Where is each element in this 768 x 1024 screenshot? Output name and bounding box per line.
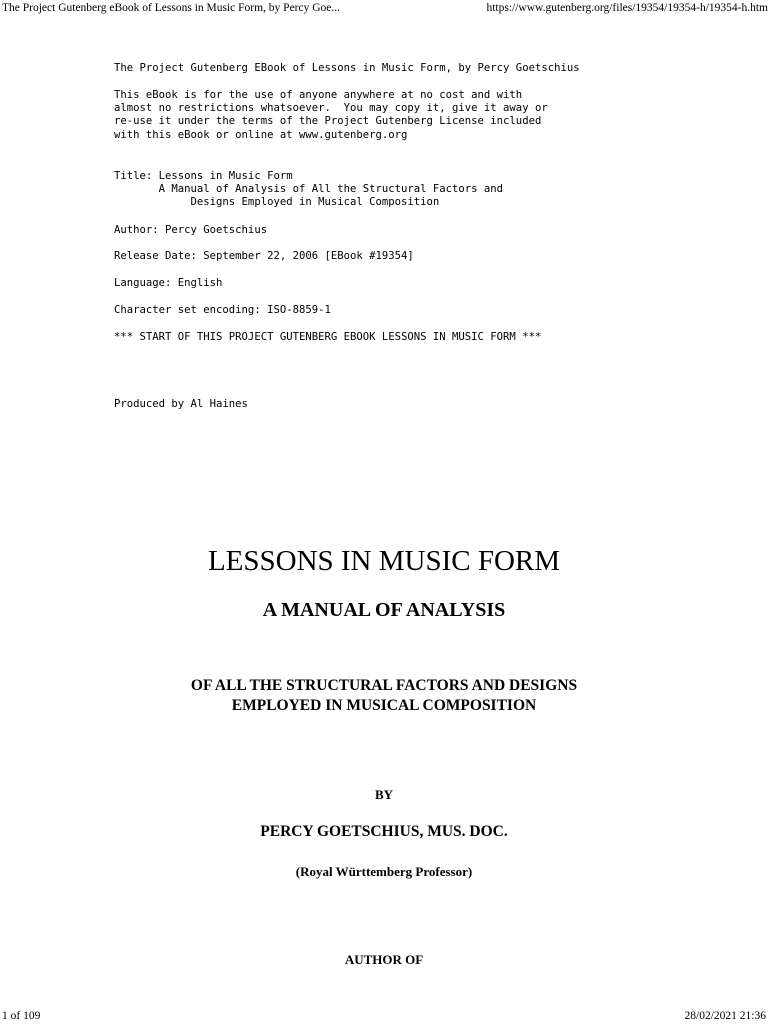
book-subtitle-2-line: OF ALL THE STRUCTURAL FACTORS AND DESIGNS [190, 677, 578, 694]
preamble-intro-line: The Project Gutenberg EBook of Lessons in Music Form, by Percy Goetschius [114, 62, 580, 74]
license-line: This eBook is for the use of anyone anywhere at no cost and with [114, 89, 523, 101]
title-line: Title: Lessons in Music Form [114, 170, 293, 182]
book-author-of: AUTHOR OF [344, 952, 424, 967]
book-subtitle-2 [0, 676, 768, 716]
book-subtitle: A MANUAL OF ANALYSIS [262, 599, 506, 621]
license-line: with this eBook or online at www.gutenberg.org [114, 128, 408, 141]
book-author-title: (Royal Württemberg Professor) [295, 864, 473, 879]
preamble-release-date: Release Date: September 22, 2006 [EBook #19354] [114, 250, 414, 262]
title-line: Designs Employed in Musical Composition [114, 196, 440, 209]
preamble-author: Author: Percy Goetschius [114, 224, 268, 236]
preamble-encoding: Character set encoding: ISO-8859-1 [114, 304, 331, 316]
print-header-url[interactable]: https://www.gutenberg.org/files/19354/19354-h/19354-h.htm [486, 2, 768, 14]
book-main-title: LESSONS IN MUSIC FORM [207, 545, 561, 577]
title-line: A Manual of Analysis of All the Structural Factors and [114, 183, 504, 196]
preamble-start-marker: *** START OF THIS PROJECT GUTENBERG EBOOK LESSONS IN MUSIC FORM *** [114, 331, 542, 343]
license-line: almost no restrictions whatsoever. You may copy it, give it away or [114, 102, 548, 115]
print-footer-datetime: 28/02/2021 21:36 [684, 1010, 766, 1022]
preamble-license-block [114, 89, 548, 142]
print-header [0, 0, 768, 16]
preamble-language: Language: English [114, 277, 223, 289]
book-subtitle-2-line: EMPLOYED IN MUSICAL COMPOSITION [231, 697, 537, 714]
print-footer-page-number: 1 of 109 [2, 1010, 41, 1022]
book-by: BY [374, 787, 394, 802]
license-line: re-use it under the terms of the Project Gutenberg License included [114, 115, 542, 128]
preamble-produced-by: Produced by Al Haines [114, 398, 248, 410]
print-header-title: The Project Gutenberg eBook of Lessons in Music Form, by Percy Goe... [2, 2, 341, 14]
print-footer [0, 1008, 768, 1024]
book-author: PERCY GOETSCHIUS, MUS. DOC. [260, 823, 508, 840]
preamble-title-block [114, 170, 503, 210]
